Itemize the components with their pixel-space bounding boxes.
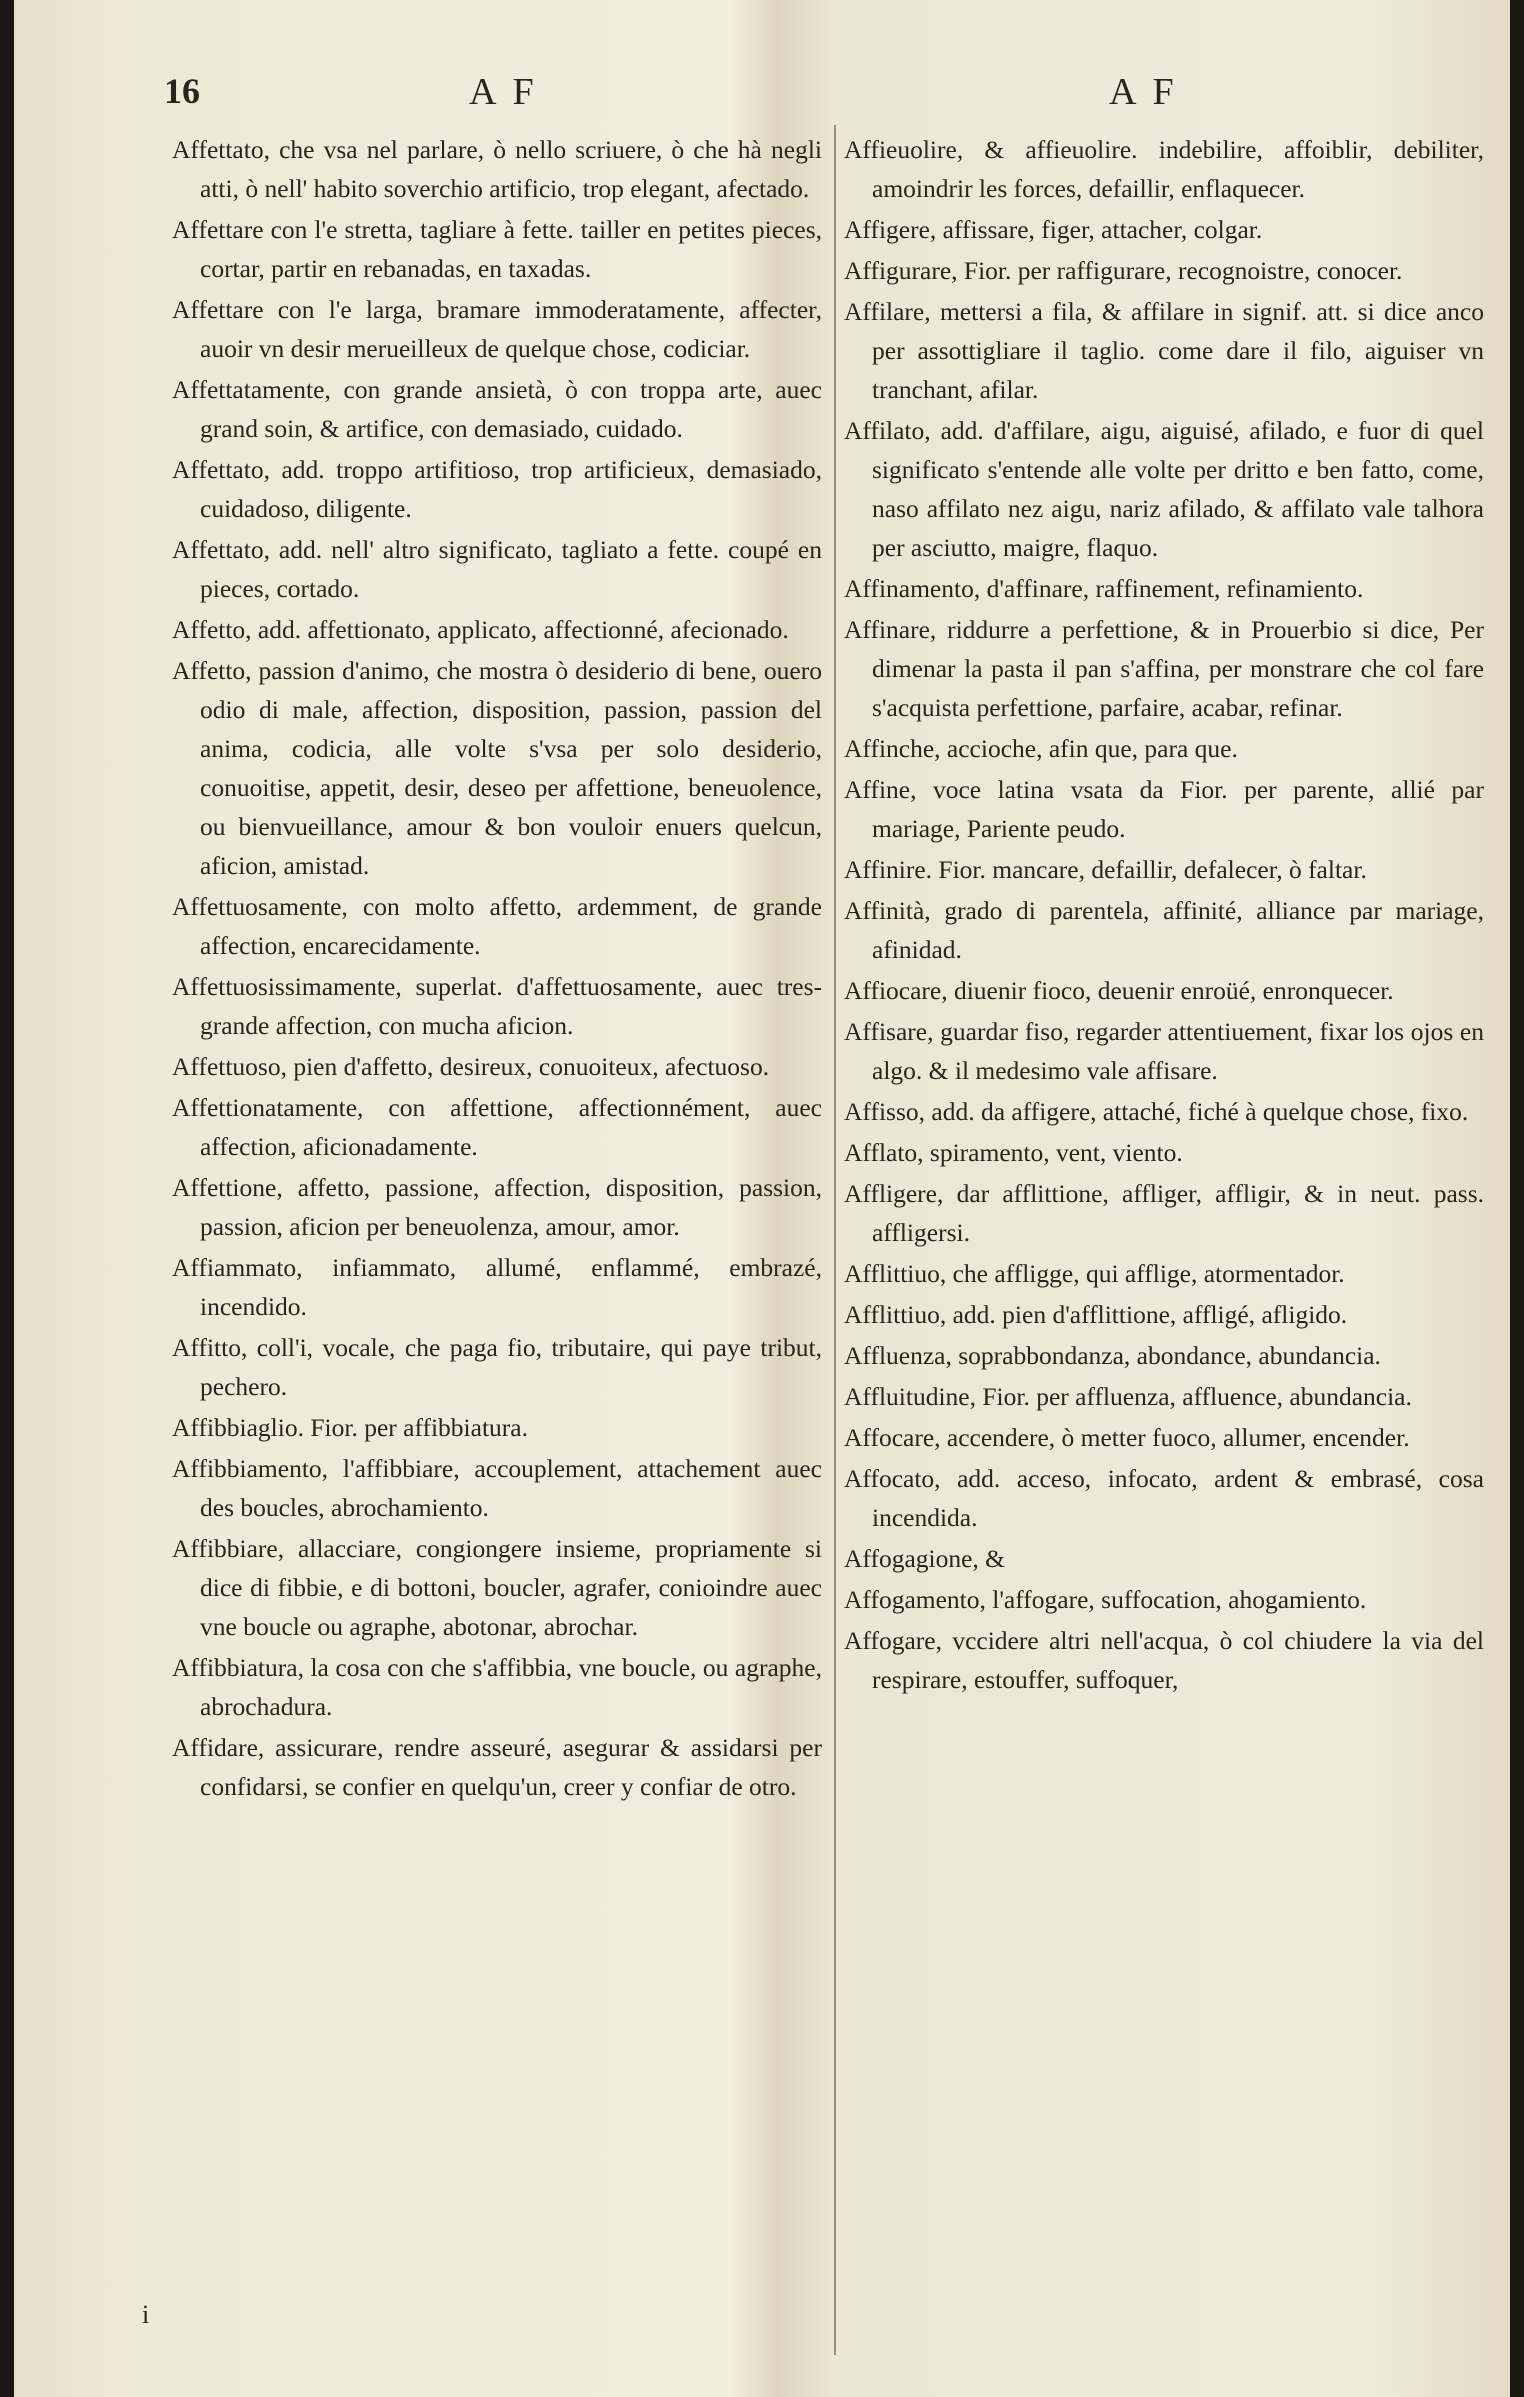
running-head-left: AF	[469, 71, 550, 113]
dictionary-entry: Affettato, che vsa nel parlare, ò nello scriuere, ò che hà negli atti, ò nell' habito soverchio artificio, trop elegant, afectado.	[172, 135, 822, 203]
dictionary-entry: Affettionatamente, con affettione, affectionnément, auec affection, aficionadamente.	[172, 1093, 822, 1161]
dictionary-entry: Affocare, accendere, ò metter fuoco, allumer, encender.	[844, 1423, 1410, 1452]
left-column	[172, 130, 822, 1808]
dictionary-entry: Affibbiare, allacciare, congiongere insieme, propriamente si dice di fibbie, e di bottoni, boucler, agrafer, conioindre auec vne boucle ou agraphe, abotonar, abrochar.	[172, 1534, 822, 1641]
dictionary-entry: Affettare con l'e larga, bramare immoderatamente, affecter, auoir vn desir merueilleux de quelque chose, codiciar.	[172, 295, 822, 363]
dictionary-entry: Affettato, add. troppo artifitioso, trop artificieux, demasiado, cuidadoso, diligente.	[172, 455, 822, 523]
dictionary-entry: Affinare, riddurre a perfettione, & in Prouerbio si dice, Per dimenar la pasta il pan s'affina, per monstrare che col fare s'acquista perfettione, parfaire, acabar, refinar.	[844, 615, 1484, 722]
dictionary-entry: Affiocare, diuenir fioco, deuenir enroüé, enronquecer.	[844, 976, 1394, 1005]
dictionary-entry: Affigurare, Fior. per raffigurare, recognoistre, conocer.	[844, 256, 1403, 285]
dictionary-entry: Affigere, affissare, figer, attacher, colgar.	[844, 215, 1263, 244]
dictionary-entry: Affieuolire, & affieuolire. indebilire, affoiblir, debiliter, amoindrir les forces, defaillir, enflaquecer.	[844, 135, 1484, 203]
dictionary-entry: Affinire. Fior. mancare, defaillir, defalecer, ò faltar.	[844, 855, 1367, 884]
dictionary-entry: Affogagione, &	[844, 1544, 1005, 1573]
dictionary-entry: Affinche, accioche, afin que, para que.	[844, 734, 1238, 763]
dictionary-entry: Affilare, mettersi a fila, & affilare in signif. att. si dice anco per assottigliare il taglio. come dare il filo, aiguiser vn tranchant, afilar.	[844, 297, 1484, 404]
dictionary-entry: Afflato, spiramento, vent, viento.	[844, 1138, 1183, 1167]
dictionary-entry: Afflittiuo, add. pien d'afflittione, affligé, afligido.	[844, 1300, 1348, 1329]
dictionary-entry: Affinamento, d'affinare, raffinement, refinamiento.	[844, 574, 1364, 603]
dictionary-entry: Affine, voce latina vsata da Fior. per parente, allié par mariage, Pariente peudo.	[844, 775, 1484, 843]
right-column	[844, 130, 1484, 1701]
dictionary-entry: Affibbiaglio. Fior. per affibbiatura.	[172, 1413, 528, 1442]
page-header	[14, 70, 1510, 130]
dictionary-page	[14, 0, 1510, 2397]
dictionary-entry: Affetto, passion d'animo, che mostra ò desiderio di bene, ouero odio di male, affection, disposition, passion, passion del anima, codicia, alle volte s'vsa per solo desiderio, conuoitise, appetit, desir, deseo per affettione, beneuolence, ou bienvueillance, amour & bon vouloir enuers quelcun, aficion, amistad.	[172, 656, 822, 880]
dictionary-entry: Affogamento, l'affogare, suffocation, ahogamiento.	[844, 1585, 1367, 1614]
dictionary-entry: Affitto, coll'i, vocale, che paga fio, tributaire, qui paye tribut, pechero.	[172, 1333, 822, 1401]
dictionary-entry: Affisso, add. da affigere, attaché, fiché à quelque chose, fixo.	[844, 1097, 1469, 1126]
dictionary-entry: Affetto, add. affettionato, applicato, affectionné, afecionado.	[172, 615, 789, 644]
dictionary-entry: Affettato, add. nell' altro significato, tagliato a fette. coupé en pieces, cortado.	[172, 535, 822, 603]
page-number: 16	[164, 71, 200, 111]
dictionary-entry: Affiammato, infiammato, allumé, enflammé, embrazé, incendido.	[172, 1253, 822, 1321]
dictionary-entry: Afflittiuo, che affligge, qui afflige, atormentador.	[844, 1259, 1345, 1288]
dictionary-entry: Affibbiatura, la cosa con che s'affibbia, vne boucle, ou agraphe, abrochadura.	[172, 1653, 822, 1721]
dictionary-entry: Affilato, add. d'affilare, aigu, aiguisé, afilado, e fuor di quel significato s'entende alle volte per dritto e ben fatto, come, naso affilato nez aigu, nariz afilado, & affilato vale talhora per asciutto, maigre, flaquo.	[844, 416, 1484, 562]
dictionary-entry: Affettuoso, pien d'affetto, desireux, conuoiteux, afectuoso.	[172, 1052, 770, 1081]
dictionary-entry: Affisare, guardar fiso, regarder attentiuement, fixar los ojos en algo. & il medesimo vale affisare.	[844, 1017, 1484, 1085]
dictionary-entry: Affinità, grado di parentela, affinité, alliance par mariage, afinidad.	[844, 896, 1484, 964]
dictionary-entry: Affettare con l'e stretta, tagliare à fette. tailler en petites pieces, cortar, partir en rebanadas, en taxadas.	[172, 215, 822, 283]
dictionary-entry: Affogare, vccidere altri nell'acqua, ò col chiudere la via del respirare, estouffer, suffoquer,	[844, 1626, 1484, 1694]
dictionary-entry: Affidare, assicurare, rendre asseuré, asegurar & assidarsi per confidarsi, se confier en quelqu'un, creer y confiar de otro.	[172, 1733, 822, 1801]
gutter-mark: i	[142, 2300, 150, 2329]
dictionary-entry: Affettatamente, con grande ansietà, ò con troppa arte, auec grand soin, & artifice, con demasiado, cuidado.	[172, 375, 822, 443]
dictionary-entry: Affettione, affetto, passione, affection, disposition, passion, passion, aficion per beneuolenza, amour, amor.	[172, 1173, 822, 1241]
dictionary-entry: Affluenza, soprabbondanza, abondance, abundancia.	[844, 1341, 1381, 1370]
running-head-right: AF	[1109, 71, 1190, 113]
column-divider	[834, 125, 836, 2355]
dictionary-entry: Affocato, add. acceso, infocato, ardent & embrasé, cosa incendida.	[844, 1464, 1484, 1532]
dictionary-entry: Affluitudine, Fior. per affluenza, affluence, abundancia.	[844, 1382, 1412, 1411]
dictionary-entry: Affettuosissimamente, superlat. d'affettuosamente, auec tres-grande affection, con mucha aficion.	[172, 972, 822, 1040]
dictionary-entry: Affettuosamente, con molto affetto, ardemment, de grande affection, encarecidamente.	[172, 892, 822, 960]
dictionary-entry: Affligere, dar afflittione, affliger, affligir, & in neut. pass. affligersi.	[844, 1179, 1484, 1247]
dictionary-entry: Affibbiamento, l'affibbiare, accouplement, attachement auec des boucles, abrochamiento.	[172, 1454, 822, 1522]
